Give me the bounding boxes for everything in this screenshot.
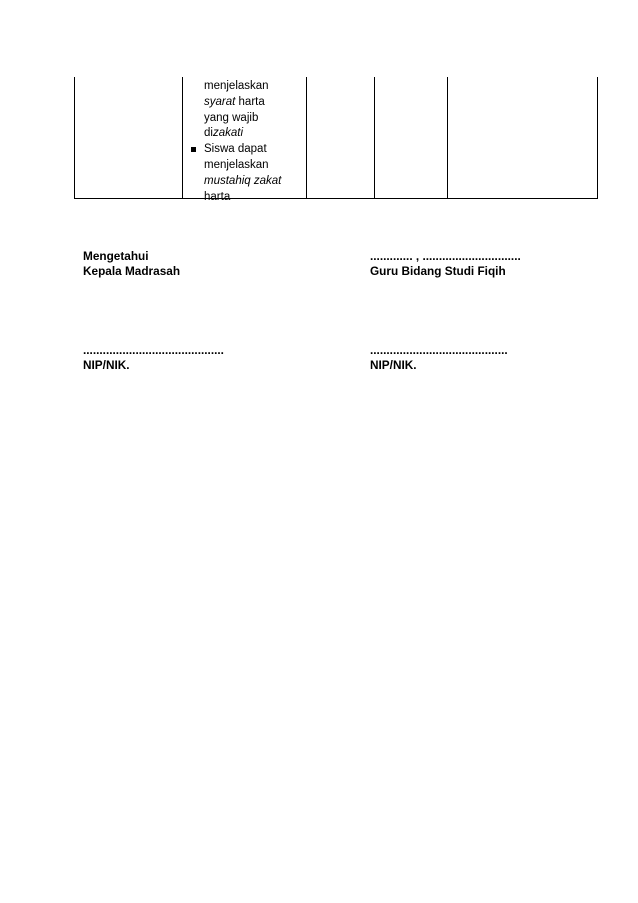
nip-label: NIP/NIK. — [370, 358, 417, 372]
table-column-divider — [306, 77, 307, 198]
indicator-cell — [190, 79, 300, 205]
signature-right-header — [370, 249, 521, 279]
cell-text: di — [204, 127, 213, 140]
nip-label: NIP/NIK. — [83, 358, 130, 372]
cell-italic: mustahiq zakat — [204, 174, 282, 187]
place-date-blank: ............. , .............................. — [370, 249, 521, 263]
cell-line — [190, 95, 300, 111]
square-bullet-icon — [191, 147, 196, 152]
lesson-table — [74, 77, 598, 199]
cell-line — [190, 174, 300, 190]
signature-left-footer — [83, 343, 224, 373]
acknowledged-label: Mengetahui — [83, 249, 149, 263]
cell-text: harta — [235, 95, 265, 108]
table-column-divider — [447, 77, 448, 198]
cell-line: menjelaskan — [204, 158, 269, 171]
principal-title: Kepala Madrasah — [83, 264, 181, 278]
name-blank: ........................................... — [83, 343, 224, 357]
teacher-title: Guru Bidang Studi Fiqih — [370, 264, 506, 278]
cell-line: yang wajib — [204, 111, 259, 124]
table-column-divider — [374, 77, 375, 198]
name-blank: .......................................... — [370, 343, 508, 357]
bullet-item — [190, 142, 300, 158]
cell-line — [190, 126, 300, 142]
table-bottom-border — [75, 198, 597, 199]
signature-left-header — [83, 249, 180, 279]
cell-italic: zakati — [212, 127, 243, 140]
cell-line: harta — [204, 190, 231, 203]
cell-italic: syarat — [204, 95, 236, 108]
signature-right-footer — [370, 343, 508, 373]
table-column-divider — [182, 77, 183, 198]
cell-line: menjelaskan — [204, 80, 269, 92]
bullet-text: Siswa dapat — [204, 143, 267, 156]
